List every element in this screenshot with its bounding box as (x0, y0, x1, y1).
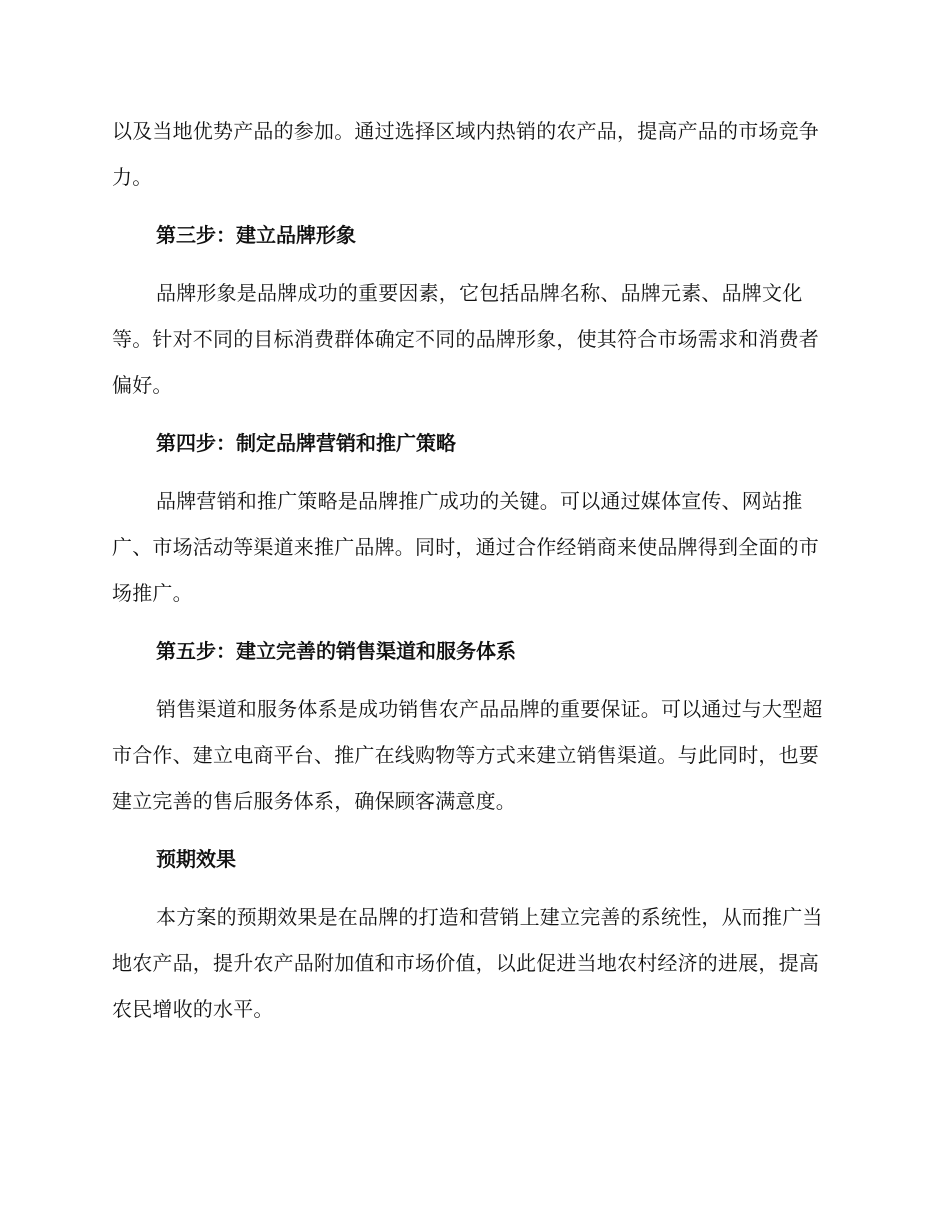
heading-step-four: 第四步：制定品牌营销和推广策略 (156, 431, 456, 455)
heading-step-three: 第三步：建立品牌形象 (156, 223, 356, 247)
paragraph-expected-results: 本方案的预期效果是在品牌的打造和营销上建立完善的系统性，从而推广当地农产品，提升农产品附加值和市场价值，以此促进当地农村经济的进展，提高农民增收的水平。 (112, 905, 823, 1021)
paragraph-marketing-strategy: 品牌营销和推广策略是品牌推广成功的关键。可以通过媒体宣传、网站推广、市场活动等渠道来推广品牌。同时，通过合作经销商来使品牌得到全面的市场推广。 (112, 489, 819, 605)
paragraph-sales-channels: 销售渠道和服务体系是成功销售农产品品牌的重要保证。可以通过与大型超市合作、建立电商平台、推广在线购物等方式来建立销售渠道。与此同时，也要建立完善的售后服务体系，确保顾客满意度。 (112, 697, 823, 813)
heading-step-five: 第五步：建立完善的销售渠道和服务体系 (156, 639, 516, 663)
document-body (112, 108, 834, 1032)
paragraph-market-competitiveness: 以及当地优势产品的参加。通过选择区域内热销的农产品，提高产品的市场竞争力。 (112, 119, 819, 189)
paragraph-brand-image: 品牌形象是品牌成功的重要因素，它包括品牌名称、品牌元素、品牌文化等。针对不同的目标消费群体确定不同的品牌形象，使其符合市场需求和消费者偏好。 (112, 281, 819, 397)
heading-expected-results: 预期效果 (156, 847, 236, 871)
